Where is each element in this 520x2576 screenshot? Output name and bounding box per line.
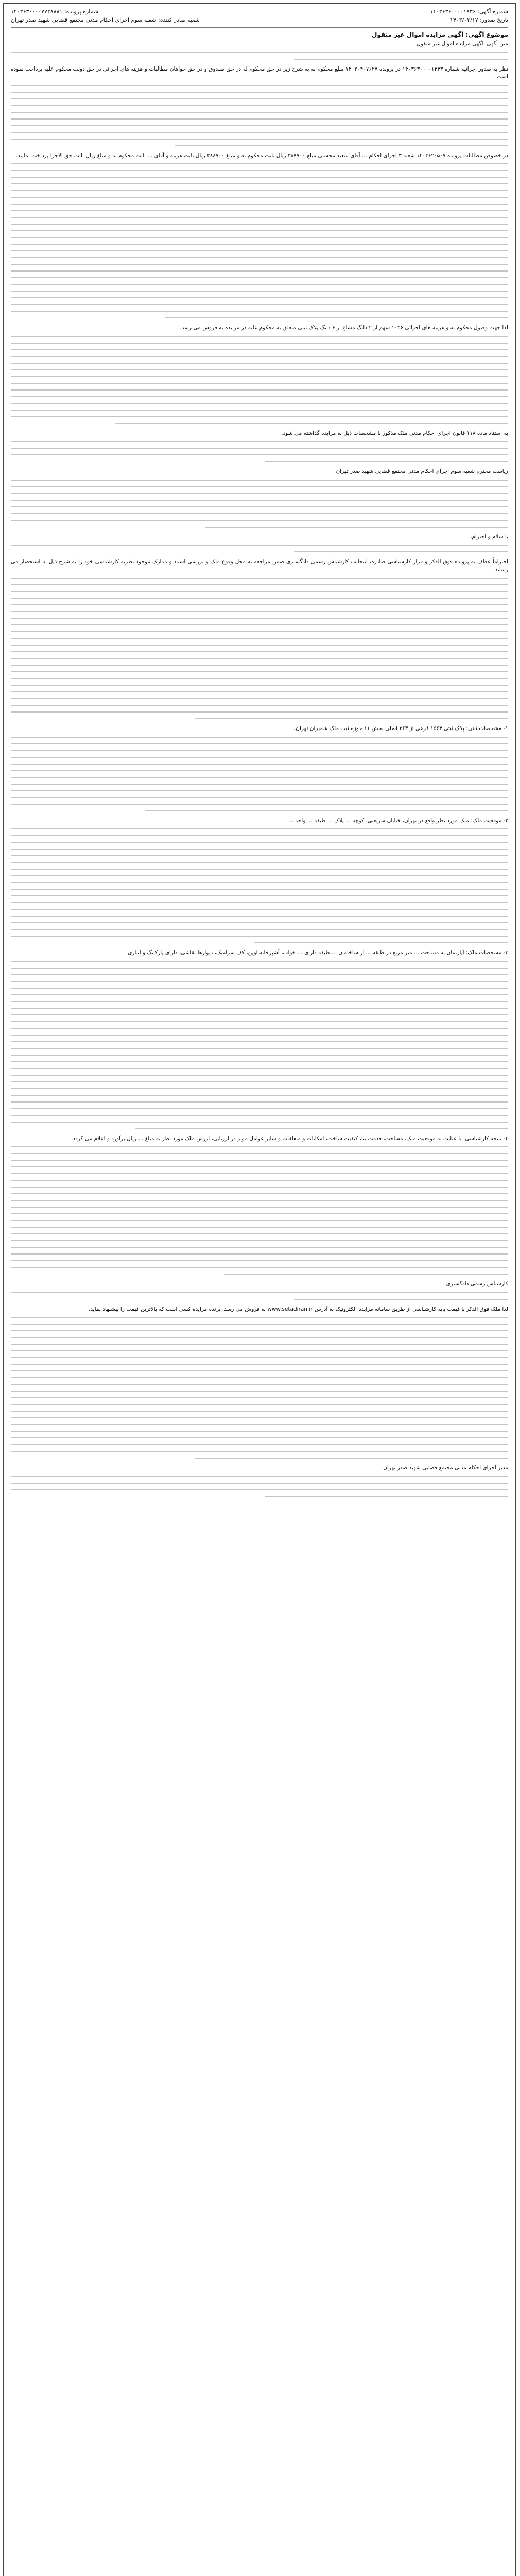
text-line xyxy=(11,349,508,350)
text-line xyxy=(294,551,508,552)
text-line xyxy=(11,112,508,113)
text-line xyxy=(11,105,508,106)
text-line xyxy=(11,1035,508,1036)
text-line xyxy=(11,862,508,863)
text-line xyxy=(11,1417,508,1418)
text-line xyxy=(11,658,508,659)
text-line xyxy=(11,217,508,218)
text-line xyxy=(115,423,508,424)
branch-label: شعبه صادر کننده: xyxy=(158,16,200,23)
text-line xyxy=(11,480,508,481)
text-line xyxy=(11,631,508,632)
text-line xyxy=(11,1115,508,1116)
text-line xyxy=(11,578,508,579)
text-line xyxy=(11,869,508,870)
text-lines xyxy=(11,1292,508,1300)
text-line xyxy=(11,520,508,521)
text-line xyxy=(11,1200,508,1201)
text-lines xyxy=(11,961,508,1129)
text-line xyxy=(11,1068,508,1069)
text-line xyxy=(11,500,508,501)
text-line xyxy=(11,336,508,337)
text-lines xyxy=(11,52,508,60)
document-body xyxy=(11,40,508,1497)
text-line xyxy=(205,527,508,528)
body-paragraph: لذا ملک فوق الذکر با قیمت پایه کارشناسی از طریق سامانه مزایده الکترونیک به آدرس www.setadiran.ir به فروش می رسد. برنده مزایده کسی است که بالاترین قیمت را پیشنهاد نماید. xyxy=(88,1306,508,1312)
text-lines xyxy=(11,828,508,943)
text-line xyxy=(11,92,508,93)
text-line xyxy=(11,1377,508,1378)
text-line xyxy=(11,85,508,86)
notice-no-label: شماره آگهی: xyxy=(477,8,508,15)
text-lines xyxy=(11,1146,508,1275)
text-line xyxy=(11,1166,508,1167)
text-line xyxy=(11,1364,508,1365)
text-line xyxy=(11,1227,508,1228)
text-line xyxy=(11,764,508,765)
text-lines xyxy=(11,578,508,719)
text-line xyxy=(11,284,508,285)
body-paragraph: متن آگهی: آگهی مزایده اموال غیر منقول xyxy=(417,41,508,47)
text-line xyxy=(11,974,508,975)
text-line xyxy=(11,343,508,344)
text-line xyxy=(11,1337,508,1338)
text-line xyxy=(11,889,508,890)
text-line xyxy=(11,855,508,856)
text-line xyxy=(11,895,508,896)
text-line xyxy=(11,624,508,625)
text-line xyxy=(11,448,508,449)
text-line xyxy=(11,936,508,937)
text-line xyxy=(11,383,508,384)
text-line xyxy=(11,1397,508,1398)
text-line xyxy=(11,1193,508,1194)
text-line xyxy=(165,317,508,318)
text-line xyxy=(224,1274,508,1275)
text-line xyxy=(294,59,508,60)
notice-subject: موضوع آگهی: آگهی مزایده اموال غیر منقول xyxy=(371,31,508,38)
text-lines xyxy=(11,441,508,462)
text-line xyxy=(11,750,508,751)
text-line xyxy=(11,1391,508,1392)
text-line xyxy=(11,1001,508,1002)
text-line xyxy=(11,828,508,829)
text-line xyxy=(11,1095,508,1096)
body-paragraph: ریاست محترم شعبه سوم اجرای احکام مدنی مجتمع قضایی شهید صدر تهران xyxy=(336,468,508,474)
text-line xyxy=(11,1187,508,1188)
text-line xyxy=(11,410,508,411)
text-line xyxy=(11,743,508,744)
text-lines xyxy=(11,163,508,318)
text-line xyxy=(11,304,508,305)
text-line xyxy=(11,1055,508,1056)
text-line xyxy=(11,604,508,605)
text-line xyxy=(11,1489,508,1490)
text-line xyxy=(11,875,508,876)
text-line xyxy=(11,376,508,377)
text-line xyxy=(11,711,508,713)
date-value: ۱۴۰۳/۰۲/۱۷ xyxy=(449,16,478,23)
text-line xyxy=(11,1424,508,1425)
class-no: ۱۴۰۳۶۳۰۰۰۰۷۷۲۸۸۸۱ xyxy=(11,8,63,15)
text-line xyxy=(11,1008,508,1009)
text-lines xyxy=(11,1317,508,1459)
text-line xyxy=(11,1431,508,1432)
text-line xyxy=(145,810,508,811)
text-line xyxy=(11,1267,508,1268)
header xyxy=(11,8,508,24)
text-line xyxy=(11,396,508,397)
text-line xyxy=(11,441,508,442)
text-line xyxy=(11,737,508,738)
text-line xyxy=(11,356,508,357)
text-line xyxy=(11,994,508,995)
text-line xyxy=(11,777,508,778)
text-line xyxy=(11,591,508,592)
text-line xyxy=(11,1444,508,1445)
text-line xyxy=(254,942,508,943)
text-line xyxy=(11,665,508,666)
text-line xyxy=(11,1483,508,1484)
text-line xyxy=(11,1153,508,1154)
text-line xyxy=(11,277,508,278)
class-no-label: شماره پرونده: xyxy=(64,8,99,15)
text-line xyxy=(11,842,508,843)
text-line xyxy=(11,363,508,364)
text-line xyxy=(265,461,508,462)
text-line xyxy=(11,584,508,585)
text-line xyxy=(11,1260,508,1261)
text-line xyxy=(11,922,508,923)
text-line xyxy=(11,250,508,251)
body-paragraph: کارشناس رسمی دادگستری xyxy=(446,1281,508,1287)
text-line xyxy=(11,513,508,514)
text-line xyxy=(11,163,508,164)
text-line xyxy=(11,224,508,225)
text-line xyxy=(11,177,508,178)
text-line xyxy=(11,1476,508,1477)
text-line xyxy=(11,1061,508,1062)
text-line xyxy=(11,1108,508,1109)
text-line xyxy=(11,389,508,391)
text-line xyxy=(11,929,508,930)
text-lines xyxy=(11,737,508,811)
text-line xyxy=(11,638,508,639)
text-line xyxy=(11,1330,508,1331)
text-line xyxy=(11,197,508,198)
text-lines xyxy=(11,85,508,146)
text-line xyxy=(135,1128,509,1129)
text-line xyxy=(11,311,508,312)
text-line xyxy=(11,1317,508,1318)
text-line xyxy=(11,988,508,989)
text-line xyxy=(11,416,508,417)
text-line xyxy=(11,454,508,455)
text-line xyxy=(11,902,508,903)
text-line xyxy=(11,1014,508,1015)
text-line xyxy=(11,804,508,805)
text-line xyxy=(11,678,508,679)
text-line xyxy=(11,257,508,258)
text-lines xyxy=(11,480,508,528)
text-line xyxy=(11,1357,508,1358)
text-line xyxy=(11,230,508,231)
text-line xyxy=(11,1028,508,1029)
text-line xyxy=(11,705,508,706)
text-line xyxy=(11,651,508,652)
text-line xyxy=(11,1041,508,1042)
text-line xyxy=(11,961,508,962)
text-line xyxy=(11,1350,508,1351)
text-line xyxy=(11,1324,508,1325)
text-line xyxy=(11,770,508,771)
text-line xyxy=(11,645,508,646)
text-lines xyxy=(11,336,508,424)
divider xyxy=(11,27,508,28)
text-line xyxy=(195,718,508,719)
text-line xyxy=(265,1496,508,1497)
text-line xyxy=(11,403,508,404)
text-line xyxy=(11,291,508,292)
text-line xyxy=(11,98,508,99)
text-line xyxy=(11,1021,508,1022)
text-line xyxy=(11,545,508,546)
text-line xyxy=(11,190,508,191)
body-paragraph: ۱- مشخصات ثبتی: پلاک ثبتی ۱۵۶۳ فرعی از ۲۶۳ اصلی بخش ۱۱ حوزه ثبت ملک شمیران تهران. xyxy=(293,725,508,732)
text-line xyxy=(11,1213,508,1214)
text-line xyxy=(11,1122,508,1123)
text-line xyxy=(11,1233,508,1234)
text-line xyxy=(11,1240,508,1241)
text-line xyxy=(11,916,508,917)
text-line xyxy=(11,981,508,982)
body-paragraph: ۴- نتیجه کارشناسی: با عنایت به موقعیت ملک، مساحت، قدمت بنا، کیفیت ساخت، امکانات و متعلقات و سایر عوامل موثر در ارزیابی، ارزش ملک مورد نظر به مبلغ ... ریال برآورد و اعلام می گردد. xyxy=(71,1135,508,1142)
text-line xyxy=(11,297,508,298)
text-line xyxy=(11,685,508,686)
text-line xyxy=(11,264,508,265)
text-line xyxy=(11,52,508,53)
text-line xyxy=(11,139,508,140)
body-paragraph: ۲- موقعیت ملک: ملک مورد نظر واقع در تهران، خیابان شریعتی، کوچه ... پلاک ... طبقه ... واحد ... xyxy=(288,817,508,824)
notice-no: ۱۴۰۳۶۳۶۰۰۰۰۱۸۳۶ xyxy=(430,8,476,15)
text-line xyxy=(11,691,508,692)
body-paragraph: در خصوص مطالبات پرونده ۱۴۰۳۶۲۰۵۰۷ شعبه ۳ اجرای احکام ... آقای سعید محسنی مبلغ ۳۸۸۷۰۰ ریال بابت محکوم به و مبلغ ۳۸۸۷۰۰ ریال بابت هزینه و آقای ... بابت محکوم به و مبلغ ریال بابت حق الاجرا پرداخت نمایند. xyxy=(15,152,508,159)
text-line xyxy=(11,1180,508,1181)
body-paragraph: مدیر اجرای احکام مدنی مجتمع قضایی شهید صدر تهران xyxy=(383,1465,508,1471)
text-line xyxy=(11,598,508,599)
text-line xyxy=(11,1253,508,1255)
text-line xyxy=(11,170,508,171)
text-line xyxy=(11,486,508,487)
text-line xyxy=(11,270,508,272)
text-line xyxy=(11,1081,508,1082)
body-paragraph: احتراماً عطف به پرونده فوق الذکر و قرار کارشناسی صادره، اینجانب کارشناس رسمی دادگستری ضمن مراجعه به محل وقوع ملک و بررسی اسناد و مدارک موجود نظریه کارشناسی خود را به شرح ذیل به استحضار می رساند. xyxy=(11,558,508,573)
text-line xyxy=(11,1220,508,1221)
text-line xyxy=(11,210,508,211)
text-line xyxy=(11,968,508,969)
text-line xyxy=(11,1207,508,1208)
text-line xyxy=(294,1299,508,1300)
text-lines xyxy=(11,545,508,552)
text-line xyxy=(11,244,508,245)
text-line xyxy=(11,493,508,494)
text-line xyxy=(11,757,508,758)
text-line xyxy=(11,1048,508,1049)
text-line xyxy=(11,790,508,791)
text-line xyxy=(11,1173,508,1174)
text-line xyxy=(11,1384,508,1385)
text-line xyxy=(11,132,508,133)
text-line xyxy=(11,1101,508,1103)
text-line xyxy=(11,1075,508,1076)
text-line xyxy=(195,1458,508,1459)
text-line xyxy=(11,1411,508,1412)
text-line xyxy=(11,618,508,619)
text-line xyxy=(11,1292,508,1293)
body-paragraph: لذا جهت وصول محکوم به و هزینه های اجرائی ۱۰۳۶ سهم از ۲ دانگ مشاع از ۶ دانگ پلاک ثبتی متعلق به محکوم علیه در مزایده به فروش می رسد. xyxy=(180,325,508,331)
text-line xyxy=(11,1344,508,1345)
text-line xyxy=(11,1160,508,1161)
text-line xyxy=(11,204,508,205)
branch-value: شعبه سوم اجرای احکام مدنی مجتمع قضایی شهید صدر تهران xyxy=(11,16,157,23)
text-line xyxy=(11,671,508,672)
text-line xyxy=(11,506,508,507)
text-line xyxy=(11,1451,508,1452)
text-line xyxy=(11,797,508,798)
text-line xyxy=(11,849,508,850)
text-line xyxy=(11,118,508,120)
text-line xyxy=(11,909,508,910)
text-line xyxy=(175,145,508,146)
text-line xyxy=(11,1146,508,1147)
body-paragraph: نظر به صدور اجرائیه شماره ۱۴۰۳۶۳۰۰۰۰۱۳۳۳ در پرونده ۱۴۰۲۰۴۰۷۶۲۷ مبلغ محکوم به به شرح زیر در حق محکوم له در حق صندوق و در حق خواهان مطالبات و هزینه های اجرائی در حق دولت محکوم علیه پرداخت نموده است. xyxy=(11,65,508,80)
text-line xyxy=(11,237,508,238)
text-line xyxy=(11,698,508,699)
text-line xyxy=(11,882,508,883)
text-line xyxy=(11,1247,508,1248)
text-line xyxy=(11,369,508,370)
text-lines xyxy=(11,1476,508,1497)
text-line xyxy=(11,183,508,184)
body-paragraph: ۳- مشخصات ملک: آپارتمان به مساحت ... متر مربع در طبقه ... از ساختمان ... طبقه دارای ... خواب، آشپزخانه اوپن، کف سرامیک، دیوارها نقاشی، دارای پارکینگ و انباری. xyxy=(126,950,508,956)
text-line xyxy=(11,835,508,836)
text-line xyxy=(11,1404,508,1405)
date-label: تاریخ صدور: xyxy=(480,16,508,23)
text-line xyxy=(11,1088,508,1089)
text-line xyxy=(11,784,508,785)
body-paragraph: با سلام و احترام، xyxy=(470,533,508,540)
text-line xyxy=(11,125,508,126)
text-line xyxy=(11,611,508,612)
document-page xyxy=(3,3,516,2576)
text-line xyxy=(11,1437,508,1438)
body-paragraph: به استناد ماده ۱۱۸ قانون اجرای احکام مدنی ملک مذکور با مشخصات ذیل به مزایده گذاشته می شود. xyxy=(281,430,508,436)
text-line xyxy=(11,1370,508,1371)
